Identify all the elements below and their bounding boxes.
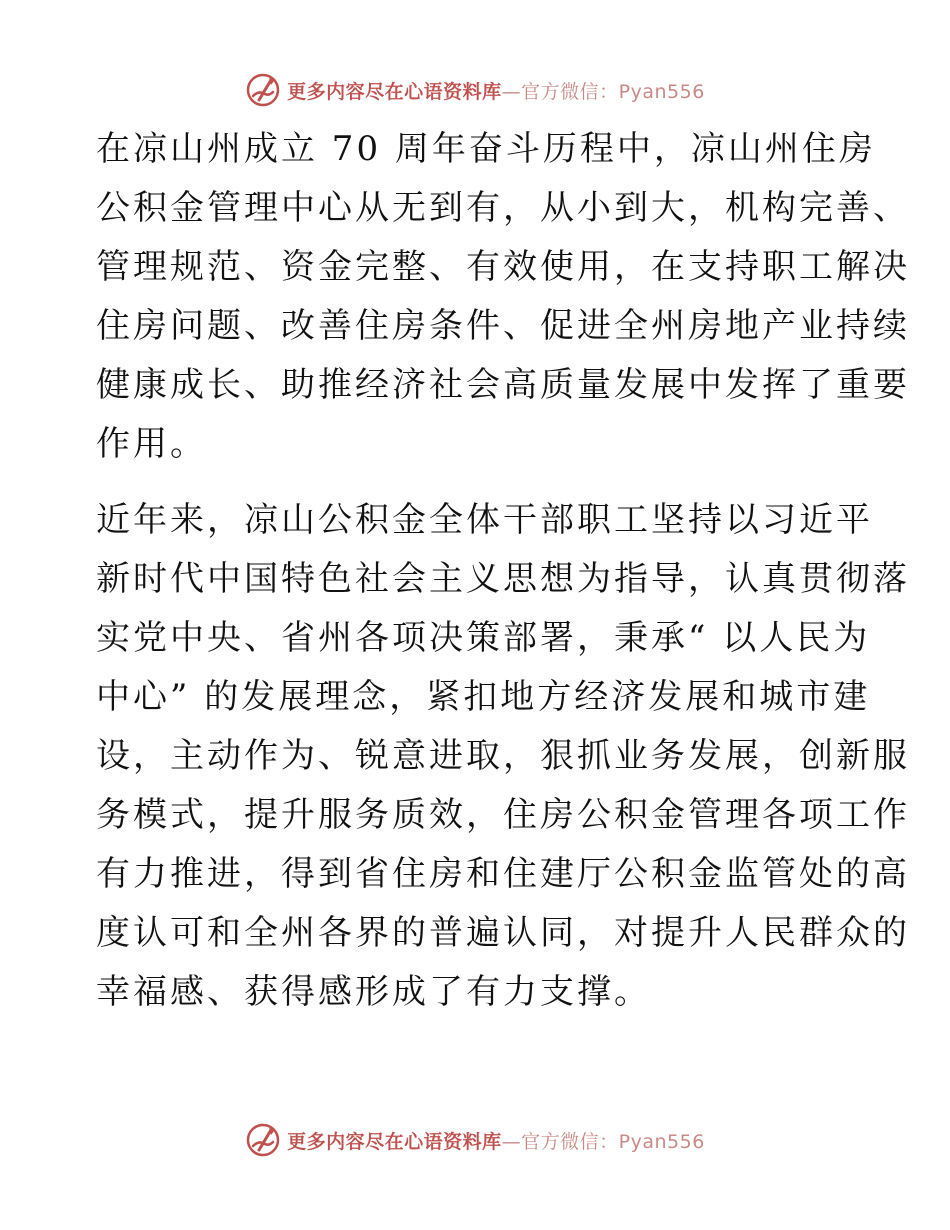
text-line: 设，主动作为、锐意进取，狠抓业务发展，创新服 <box>96 736 910 776</box>
text-line: 幸福感、获得感形成了有力支撑。 <box>96 972 651 1012</box>
paragraph-2 <box>96 491 910 1022</box>
footer-banner <box>0 1120 950 1160</box>
paragraph-1 <box>96 120 910 474</box>
text-line: 公积金管理中心从无到有，从小到大，机构完善、 <box>96 188 910 228</box>
text-line: 务模式，提升服务质效，住房公积金管理各项工作 <box>96 795 910 835</box>
text-line: 住房问题、改善住房条件、促进全州房地产业持续 <box>96 306 910 346</box>
text-line: 近年来，凉山公积金全体干部职工坚持以习近平 <box>96 500 873 540</box>
book-pen-logo-icon <box>245 72 281 108</box>
text-line: 中心” 的发展理念，紧扣地方经济发展和城市建 <box>96 677 871 717</box>
text-line: 有力推进，得到省住房和住建厅公积金监管处的高 <box>96 854 910 894</box>
text-line: 度认可和全州各界的普遍认同，对提升人民群众的 <box>96 913 910 953</box>
banner-text <box>287 77 705 104</box>
banner-text <box>287 1127 705 1154</box>
text-line: 实党中央、省州各项决策部署，秉承“ 以人民为 <box>96 618 871 658</box>
banner-main-text: 更多内容尽在心语资料库 <box>287 80 502 103</box>
banner-contact-text: —官方微信：Pyan556 <box>501 1130 705 1153</box>
banner-main-text: 更多内容尽在心语资料库 <box>287 1130 502 1153</box>
text-line: 新时代中国特色社会主义思想为指导，认真贯彻落 <box>96 559 910 599</box>
banner-contact-text: —官方微信：Pyan556 <box>501 80 705 103</box>
book-pen-logo-icon <box>245 1122 281 1158</box>
text-line: 健康成长、助推经济社会高质量发展中发挥了重要 <box>96 365 910 405</box>
text-line: 在凉山州成立 70 周年奋斗历程中，凉山州住房 <box>96 129 876 169</box>
text-line: 管理规范、资金完整、有效使用，在支持职工解决 <box>96 247 910 287</box>
document-body <box>96 120 910 1039</box>
text-line: 作用。 <box>96 424 207 464</box>
header-banner <box>0 70 950 110</box>
